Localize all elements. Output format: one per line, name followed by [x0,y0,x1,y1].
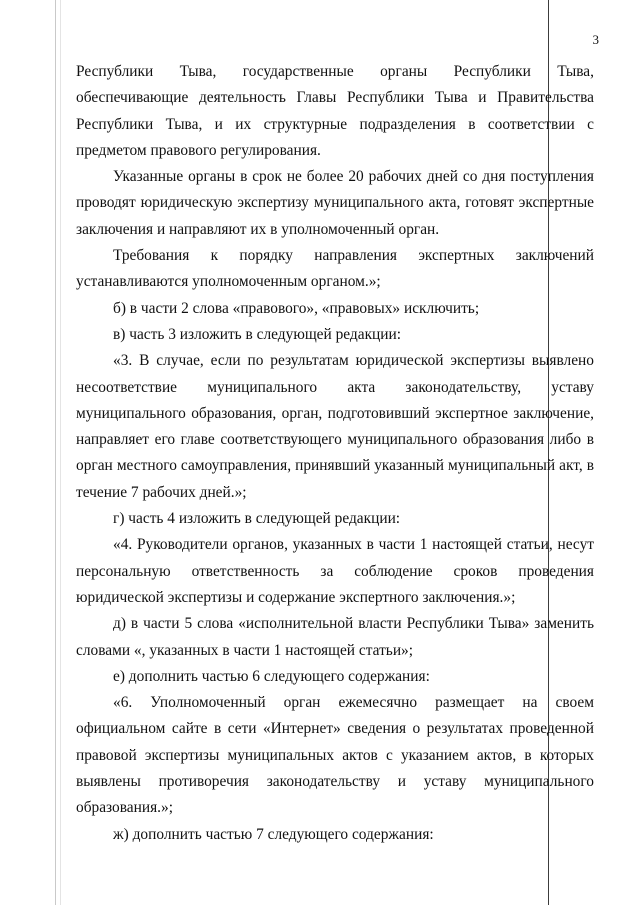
paragraph-requirements: Требования к порядку направления экспертных заключений устанавливаются уполномоченным органом.»; [76,247,594,291]
left-scan-line-faint [60,0,61,905]
left-scan-line [55,0,56,905]
paragraph-part-6: «6. Уполномоченный орган ежемесячно размещает на своем официальном сайте в сети «Интернет» сведения о результатах проведенной правовой экспертизы муниципальных актов с указанием актов, в которых выявлены противоречия законодательству и уставу муниципального образования.»; [76,694,594,817]
paragraph-deadline: Указанные органы в срок не более 20 рабочих дней со дня поступления проводят юридическую экспертизу муниципального акта, готовят экспертные заключения и направляют их в уполномоченный орган. [76,168,594,238]
paragraph-item-g: г) часть 4 изложить в следующей редакции: [113,510,401,528]
page-number: 3 [592,32,599,47]
paragraph-part-4: «4. Руководители органов, указанных в части 1 настоящей статьи, несут персональную ответственность за соблюдение сроков проведения юридической экспертизы и содержание экспертного заключения.»; [76,536,594,606]
paragraph-item-e: е) дополнить частью 6 следующего содержания: [113,667,430,685]
paragraph-item-v: в) часть 3 изложить в следующей редакции: [113,325,402,343]
paragraph-item-zh: ж) дополнить частью 7 следующего содержания: [113,825,434,843]
paragraph-item-d: д) в части 5 слова «исполнительной власти Республики Тыва» заменить словами «, указанных в части 1 настоящей статьи»; [76,615,594,659]
paragraph-continuation: Республики Тыва, государственные органы Республики Тыва, обеспечивающие деятельность Главы Республики Тыва и Правительства Республики Тыва, и их структурные подразделения в соответствии с предметом правового регулирования. [76,63,594,159]
document-body [76,59,594,848]
paragraph-part-3: «3. В случае, если по результатам юридической экспертизы выявлено несоответствие муниципального акта законодательству, уставу муниципального образования, орган, подготовивший экспертное заключение, направляет его главе соответствующего муниципального образования либо в орган местного самоуправления, принявший указанный муниципальный акт, в течение 7 рабочих дней.»; [76,352,594,501]
paragraph-item-b: б) в части 2 слова «правового», «правовых» исключить; [113,299,480,317]
